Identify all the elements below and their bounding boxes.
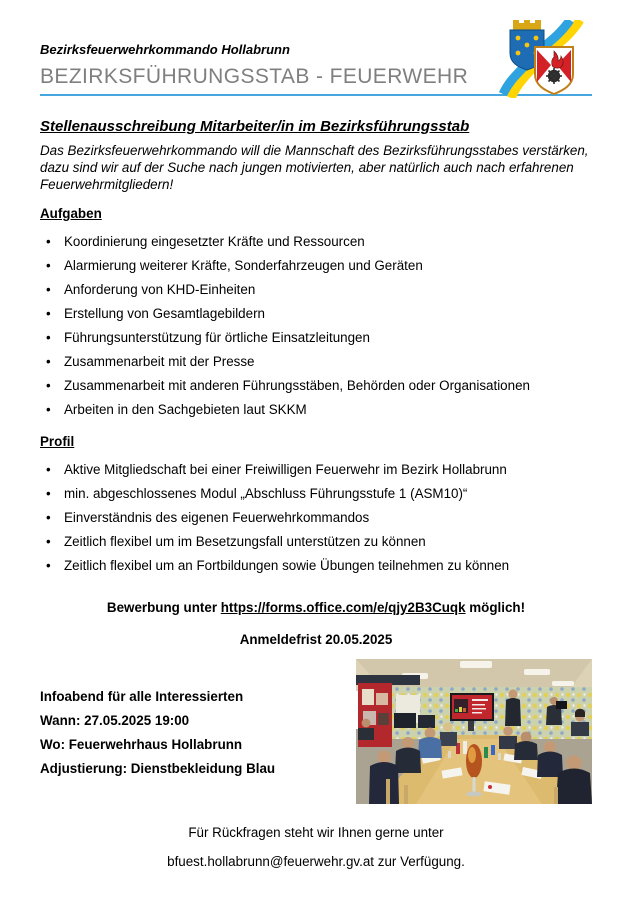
profil-list [40,458,592,578]
info-event-photo [356,659,592,804]
aufgaben-list [40,230,592,422]
organization-name: Bezirksfeuerwehrkommando Hollabrunn [40,42,290,57]
application-form-link[interactable]: https://forms.office.com/e/qjy2B3Cuqk [220,600,466,615]
footer-email-suffix: zur Verfügung. [374,854,465,869]
info-event-details [40,659,356,804]
crown-icon [513,20,541,30]
bullet-item: • Koordinierung eingesetzter Kräfte und Ressourcen [40,230,592,254]
deadline-line: Anmeldefrist 20.05.2025 [239,632,393,647]
bullet-item: • Führungsunterstützung für örtliche Einsatzleitungen [40,326,592,350]
job-posting-headline: Stellenausschreibung Mitarbeiter/in im Bezirksführungsstab [40,118,470,135]
bullet-item: • min. abgeschlossenes Modul „Abschluss Führungsstufe 1 (ASM10)“ [40,482,592,506]
bullet-item: • Aktive Mitgliedschaft bei einer Freiwilligen Feuerwehr im Bezirk Hollabrunn [40,458,592,482]
bullet-item: • Zusammenarbeit mit der Presse [40,350,592,374]
application-prefix: Bewerbung unter [106,600,221,615]
footer-email-line [40,854,592,869]
bullet-item: • Zeitlich flexibel um im Besetzungsfall unterstützen zu können [40,530,592,554]
section-profil [40,422,592,578]
info-event-row [40,659,592,804]
intro-paragraph: Das Bezirksfeuerwehrkommando will die Mannschaft des Bezirksführungsstabes verstärken, dazu sind wir auf der Suche nach jungen motivierten, aber natürlich auch nach erfahrenen Feuerwehrmitgliedern! [40,143,589,192]
page-title: BEZIRKSFÜHRUNGSSTAB - FEUERWEHR [40,65,469,88]
section-aufgaben [40,193,592,422]
info-event-dress: Adjustierung: Dienstbekleidung Blau [40,761,276,776]
bullet-item: • Einverständnis des eigenen Feuerwehrkommandos [40,506,592,530]
section-heading-profil: Profil [40,434,75,449]
bullet-item: • Arbeiten in den Sachgebieten laut SKKM [40,398,592,422]
bullet-item: • Zeitlich flexibel um an Fortbildungen sowie Übungen teilnehmen zu können [40,554,592,578]
info-event-where: Wo: Feuerwehrhaus Hollabrunn [40,737,243,752]
bullet-item: • Zusammenarbeit mit anderen Führungsstäben, Behörden oder Organisationen [40,374,592,398]
document-body [0,118,632,869]
document-header [0,0,632,89]
info-event-when: Wann: 27.05.2025 19:00 [40,713,190,728]
bullet-item: • Alarmierung weiterer Kräfte, Sonderfahrzeugen und Geräten [40,254,592,278]
application-suffix: möglich! [465,600,526,615]
section-heading-aufgaben: Aufgaben [40,206,102,221]
fire-brigade-coat-of-arms-icon [496,20,594,98]
contact-email: bfuest.hollabrunn@feuerwehr.gv.at [167,854,375,869]
bullet-item: • Anforderung von KHD-Einheiten [40,278,592,302]
info-event-title: Infoabend für alle Interessierten [40,689,244,704]
application-line [40,600,592,615]
bullet-item: • Erstellung von Gesamtlagebildern [40,302,592,326]
footer-contact-line: Für Rückfragen steht wir Ihnen gerne unter [188,825,444,840]
